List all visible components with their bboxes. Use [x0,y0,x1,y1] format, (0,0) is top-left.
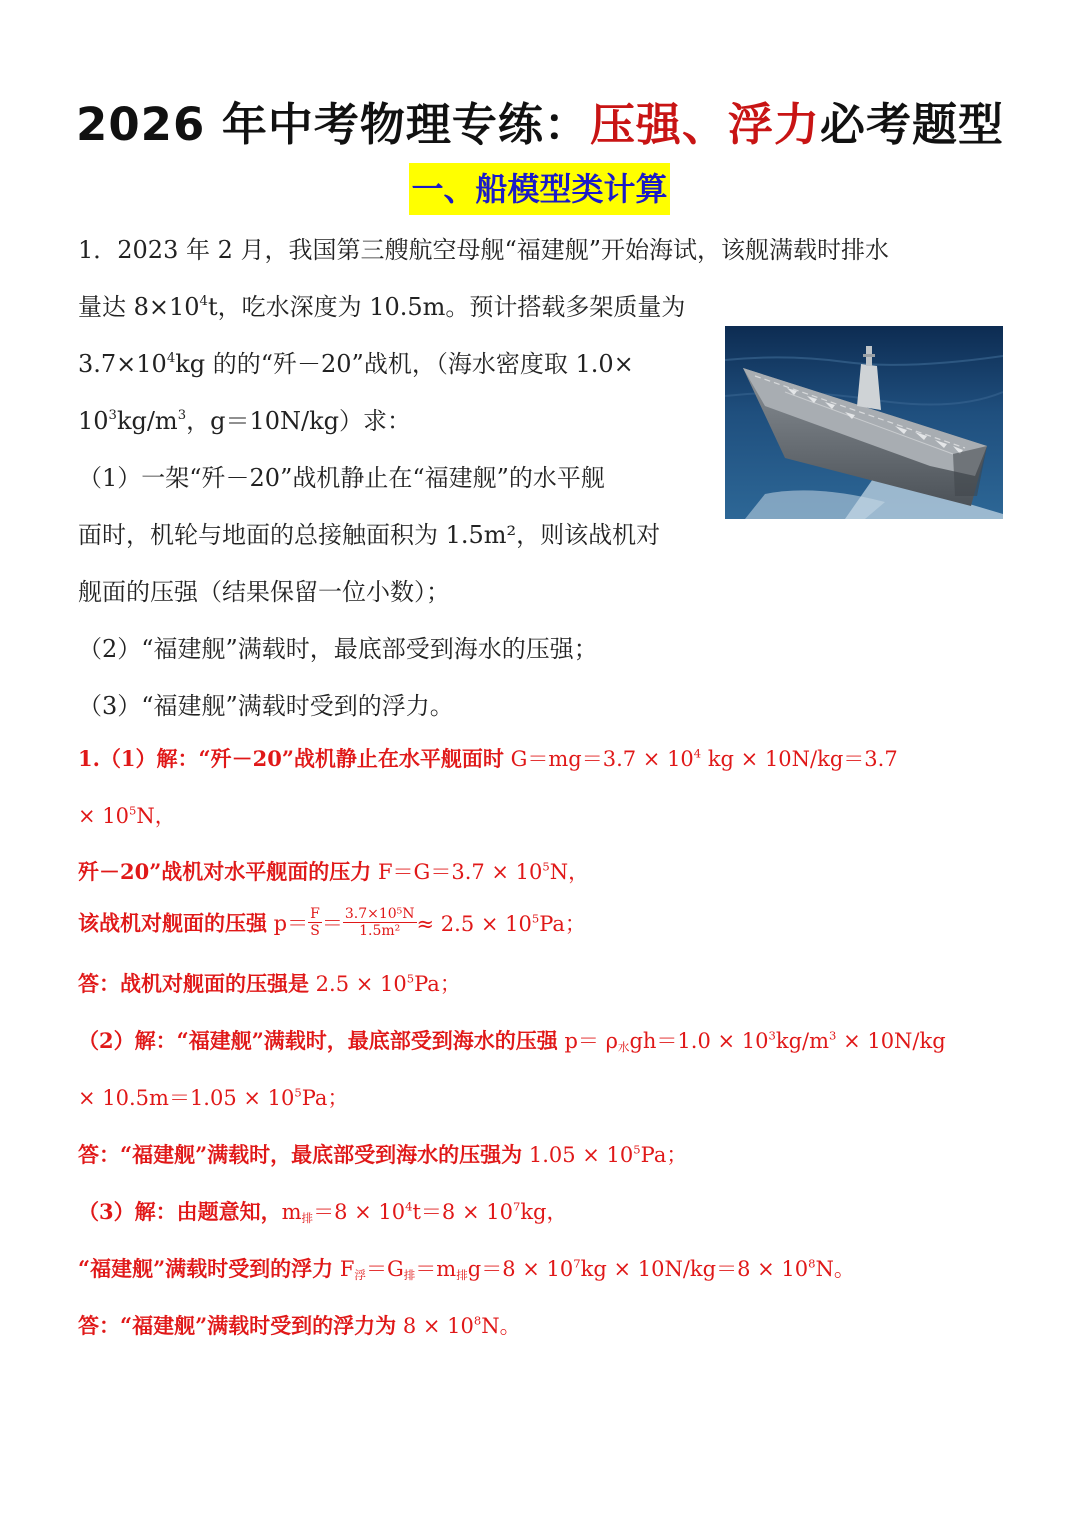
answer-line-1: 1.（1）解：“歼－20”战机静止在水平舰面时 $G=mg=3.7 \times 10^4$ kg × 10N/kg＝3.7 [78,746,898,771]
answer-line-6: （2）解：“福建舰”满载时，最底部受到海水的压强 $p= \rho_水gh=1.0 \times 10^3kg/m^3 \times 10N/kg$ [78,1028,946,1054]
section-heading: 一、船模型类计算 [409,163,670,215]
question-line-5: （1）一架“歼－20”战机静止在“福建舰”的水平舰 [78,464,605,492]
question-line-4: $10^3kg/m^3$，g＝10N/kg）求： [78,407,411,435]
answer-line-9: （3）解：由题意知，$m_排=8 \times 10^4t=8 \times 10^7kg$， [78,1199,568,1225]
question-line-8: （2）“福建舰”满载时，最底部受到海水的压强； [78,635,598,663]
title-part1: 2026 年中考物理专练： [76,98,590,151]
answer-line-4: 该战机对舰面的压强 p＝ $\frac{F}{S}$ ＝ $\frac{\text{3.7×10⁵N}}{\text{1.5m²}}$ ≈ $2.5 \times 10^5Pa$； [78,906,586,940]
question-line-1: 1．2023 年 2 月，我国第三艘航空母舰“福建舰”开始海试，该舰满载时排水 [78,236,890,264]
answer-line-11: 答：“福建舰”满载时受到的浮力为 $8 \times 10^8N$。 [78,1313,521,1338]
fraction-value: $\frac{\text{3.7×10⁵N}}{\text{1.5m²}}$ [344,906,415,940]
answer-line-8: 答：“福建舰”满载时，最底部受到海水的压强为 $1.05 \times 10^5Pa$； [78,1142,688,1167]
question-line-6: 面时，机轮与地面的总接触面积为 1.5m²，则该战机对 [78,521,661,549]
aircraft-carrier-photo [725,326,1003,519]
question-line-9: （3）“福建舰”满载时受到的浮力。 [78,692,454,720]
answer-line-7: × $10.5m=1.05 \times 10^5Pa$； [78,1085,349,1110]
title-part2: 必考题型 [819,98,1004,151]
title-highlight: 压强、浮力 [589,98,820,151]
question-line-2: 量达 $8\times 10^4t$，吃水深度为 10.5m。预计搭载多架质量为 [78,293,686,321]
answer-line-2: × $10^5N$， [78,803,176,828]
answer-line-3: 歼－20”战机对水平舰面的压力 $F=G=3.7 \times 10^5N$， [78,859,590,884]
answer-line-10: “福建舰”满载时受到的浮力 $F_浮=G_排=m_排g=8 \times 10^7kg \times 10N/kg=8 \times 10^8N$。 [78,1256,855,1282]
answer-line-5: 答：战机对舰面的压强是 $2.5 \times 10^5Pa$； [78,971,461,996]
page-title [0,88,1080,153]
fraction-f-over-s: $\frac{F}{S}$ [310,906,320,940]
question-line-3: $3.7\times 10^4kg$ 的的“歼－20”战机，（海水密度取 1.0× [78,350,634,378]
question-line-7: 舰面的压强（结果保留一位小数）； [78,578,450,606]
